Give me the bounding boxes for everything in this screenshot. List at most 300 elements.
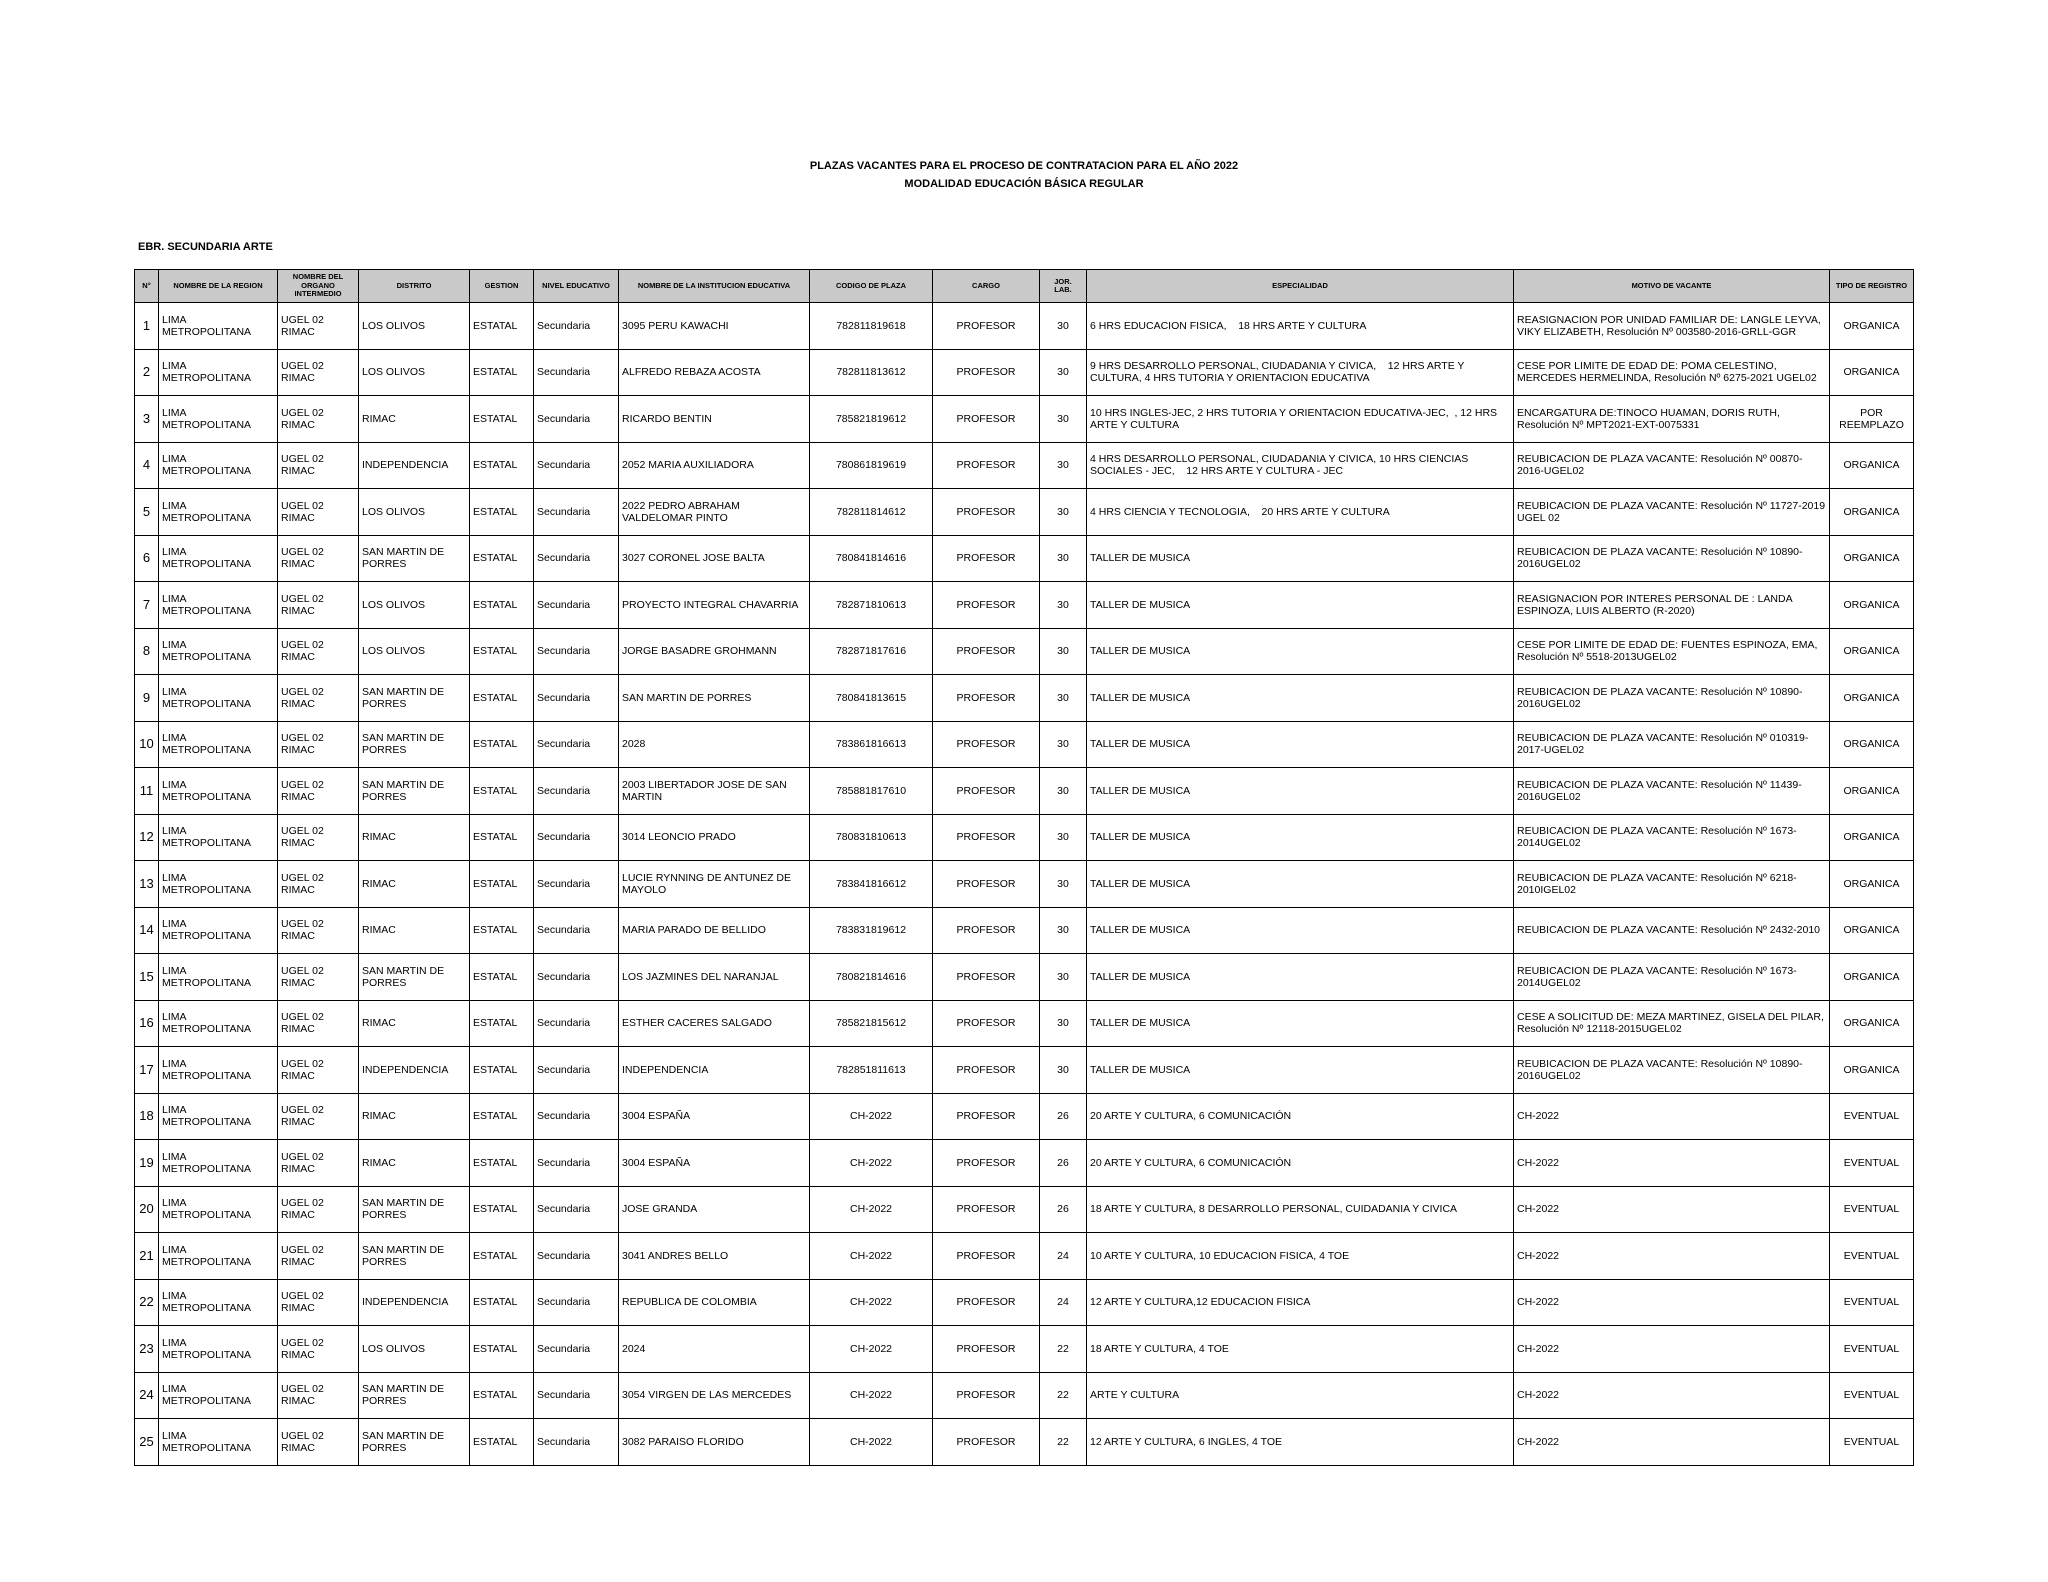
cell-nivel: Secundaria	[534, 582, 619, 629]
header-jornada: JOR. LAB.	[1040, 270, 1087, 303]
cell-region: LIMA METROPOLITANA	[159, 1233, 278, 1280]
table-row	[135, 1326, 1914, 1373]
cell-motivo: REUBICACION DE PLAZA VACANTE: Resolución Nº 10890-2016UGEL02	[1514, 1047, 1830, 1094]
cell-codigo: 782811814612	[810, 489, 933, 536]
cell-distrito: SAN MARTIN DE PORRES	[359, 954, 470, 1001]
cell-especialidad: 6 HRS EDUCACION FISICA, 18 HRS ARTE Y CULTURA	[1087, 303, 1514, 350]
cell-nivel: Secundaria	[534, 1279, 619, 1326]
cell-organo: UGEL 02 RIMAC	[278, 442, 359, 489]
cell-distrito: LOS OLIVOS	[359, 628, 470, 675]
cell-distrito: RIMAC	[359, 907, 470, 954]
cell-motivo: REUBICACION DE PLAZA VACANTE: Resolución Nº 6218-2010IGEL02	[1514, 861, 1830, 908]
cell-cargo: PROFESOR	[933, 1372, 1040, 1419]
cell-gestion: ESTATAL	[470, 1419, 534, 1466]
cell-region: LIMA METROPOLITANA	[159, 675, 278, 722]
cell-institucion: 3054 VIRGEN DE LAS MERCEDES	[619, 1372, 810, 1419]
cell-institucion: SAN MARTIN DE PORRES	[619, 675, 810, 722]
cell-cargo: PROFESOR	[933, 303, 1040, 350]
table-row	[135, 489, 1914, 536]
cell-num: 9	[135, 675, 159, 722]
cell-num: 24	[135, 1372, 159, 1419]
cell-nivel: Secundaria	[534, 721, 619, 768]
cell-num: 18	[135, 1093, 159, 1140]
cell-distrito: INDEPENDENCIA	[359, 1047, 470, 1094]
table-row	[135, 349, 1914, 396]
cell-region: LIMA METROPOLITANA	[159, 1419, 278, 1466]
cell-distrito: LOS OLIVOS	[359, 1326, 470, 1373]
cell-gestion: ESTATAL	[470, 907, 534, 954]
cell-motivo: CESE POR LIMITE DE EDAD DE: FUENTES ESPINOZA, EMA, Resolución Nº 5518-2013UGEL02	[1514, 628, 1830, 675]
cell-gestion: ESTATAL	[470, 954, 534, 1001]
cell-jornada: 30	[1040, 768, 1087, 815]
cell-jornada: 30	[1040, 303, 1087, 350]
cell-nivel: Secundaria	[534, 954, 619, 1001]
cell-tipo: EVENTUAL	[1830, 1372, 1914, 1419]
cell-num: 1	[135, 303, 159, 350]
cell-num: 5	[135, 489, 159, 536]
cell-nivel: Secundaria	[534, 396, 619, 443]
cell-tipo: ORGANICA	[1830, 582, 1914, 629]
cell-num: 3	[135, 396, 159, 443]
cell-gestion: ESTATAL	[470, 1140, 534, 1187]
table-row	[135, 768, 1914, 815]
cell-codigo: 782851811613	[810, 1047, 933, 1094]
cell-institucion: 3004 ESPAÑA	[619, 1140, 810, 1187]
cell-jornada: 24	[1040, 1279, 1087, 1326]
table-row	[135, 1372, 1914, 1419]
cell-region: LIMA METROPOLITANA	[159, 1047, 278, 1094]
cell-codigo: CH-2022	[810, 1140, 933, 1187]
cell-institucion: 3027 CORONEL JOSE BALTA	[619, 535, 810, 582]
cell-jornada: 30	[1040, 1000, 1087, 1047]
cell-jornada: 30	[1040, 628, 1087, 675]
cell-codigo: 783841816612	[810, 861, 933, 908]
cell-gestion: ESTATAL	[470, 675, 534, 722]
cell-tipo: ORGANICA	[1830, 489, 1914, 536]
cell-cargo: PROFESOR	[933, 582, 1040, 629]
cell-distrito: SAN MARTIN DE PORRES	[359, 675, 470, 722]
cell-institucion: 3082 PARAISO FLORIDO	[619, 1419, 810, 1466]
cell-gestion: ESTATAL	[470, 628, 534, 675]
cell-distrito: SAN MARTIN DE PORRES	[359, 535, 470, 582]
cell-tipo: POR REEMPLAZO	[1830, 396, 1914, 443]
cell-num: 11	[135, 768, 159, 815]
cell-num: 10	[135, 721, 159, 768]
cell-num: 14	[135, 907, 159, 954]
cell-distrito: SAN MARTIN DE PORRES	[359, 1186, 470, 1233]
header-institucion: NOMBRE DE LA INSTITUCION EDUCATIVA	[619, 270, 810, 303]
cell-num: 8	[135, 628, 159, 675]
cell-motivo: CH-2022	[1514, 1233, 1830, 1280]
cell-codigo: 783861816613	[810, 721, 933, 768]
cell-jornada: 30	[1040, 1047, 1087, 1094]
cell-jornada: 24	[1040, 1233, 1087, 1280]
cell-especialidad: 20 ARTE Y CULTURA, 6 COMUNICACIÓN	[1087, 1140, 1514, 1187]
cell-especialidad: TALLER DE MUSICA	[1087, 675, 1514, 722]
cell-cargo: PROFESOR	[933, 907, 1040, 954]
cell-distrito: RIMAC	[359, 861, 470, 908]
cell-jornada: 22	[1040, 1372, 1087, 1419]
cell-especialidad: TALLER DE MUSICA	[1087, 1047, 1514, 1094]
cell-especialidad: TALLER DE MUSICA	[1087, 535, 1514, 582]
cell-institucion: INDEPENDENCIA	[619, 1047, 810, 1094]
cell-especialidad: 12 ARTE Y CULTURA,12 EDUCACION FISICA	[1087, 1279, 1514, 1326]
cell-especialidad: 4 HRS DESARROLLO PERSONAL, CIUDADANIA Y CIVICA, 10 HRS CIENCIAS SOCIALES - JEC, 12 HRS ARTE Y CULTURA - JEC	[1087, 442, 1514, 489]
cell-distrito: SAN MARTIN DE PORRES	[359, 1372, 470, 1419]
cell-gestion: ESTATAL	[470, 1326, 534, 1373]
table-header-row	[135, 270, 1914, 303]
cell-codigo: CH-2022	[810, 1326, 933, 1373]
cell-distrito: SAN MARTIN DE PORRES	[359, 721, 470, 768]
cell-organo: UGEL 02 RIMAC	[278, 907, 359, 954]
cell-tipo: ORGANICA	[1830, 675, 1914, 722]
header-nivel: NIVEL EDUCATIVO	[534, 270, 619, 303]
cell-tipo: ORGANICA	[1830, 442, 1914, 489]
cell-institucion: 2024	[619, 1326, 810, 1373]
cell-motivo: REASIGNACION POR UNIDAD FAMILIAR DE: LANGLE LEYVA, VIKY ELIZABETH, Resolución Nº 003580-2016-GRLL-GGR	[1514, 303, 1830, 350]
cell-gestion: ESTATAL	[470, 489, 534, 536]
cell-cargo: PROFESOR	[933, 675, 1040, 722]
table-row	[135, 1419, 1914, 1466]
cell-codigo: 782871810613	[810, 582, 933, 629]
cell-distrito: LOS OLIVOS	[359, 349, 470, 396]
cell-jornada: 30	[1040, 582, 1087, 629]
table-row	[135, 1233, 1914, 1280]
cell-nivel: Secundaria	[534, 1047, 619, 1094]
cell-codigo: 780841814616	[810, 535, 933, 582]
cell-nivel: Secundaria	[534, 535, 619, 582]
cell-institucion: 2022 PEDRO ABRAHAM VALDELOMAR PINTO	[619, 489, 810, 536]
table-row	[135, 1140, 1914, 1187]
cell-cargo: PROFESOR	[933, 628, 1040, 675]
cell-tipo: EVENTUAL	[1830, 1419, 1914, 1466]
cell-motivo: CH-2022	[1514, 1326, 1830, 1373]
cell-motivo: REUBICACION DE PLAZA VACANTE: Resolución Nº 11727-2019 UGEL 02	[1514, 489, 1830, 536]
cell-jornada: 30	[1040, 861, 1087, 908]
cell-tipo: EVENTUAL	[1830, 1326, 1914, 1373]
cell-institucion: JORGE BASADRE GROHMANN	[619, 628, 810, 675]
cell-num: 20	[135, 1186, 159, 1233]
cell-gestion: ESTATAL	[470, 768, 534, 815]
cell-motivo: CH-2022	[1514, 1186, 1830, 1233]
cell-especialidad: TALLER DE MUSICA	[1087, 582, 1514, 629]
cell-tipo: ORGANICA	[1830, 1000, 1914, 1047]
cell-especialidad: 18 ARTE Y CULTURA, 4 TOE	[1087, 1326, 1514, 1373]
cell-motivo: CH-2022	[1514, 1372, 1830, 1419]
cell-distrito: RIMAC	[359, 814, 470, 861]
cell-gestion: ESTATAL	[470, 814, 534, 861]
cell-nivel: Secundaria	[534, 1140, 619, 1187]
cell-institucion: PROYECTO INTEGRAL CHAVARRIA	[619, 582, 810, 629]
cell-gestion: ESTATAL	[470, 1233, 534, 1280]
cell-organo: UGEL 02 RIMAC	[278, 349, 359, 396]
cell-num: 25	[135, 1419, 159, 1466]
cell-motivo: REUBICACION DE PLAZA VACANTE: Resolución Nº 10890-2016UGEL02	[1514, 535, 1830, 582]
header-tipo: TIPO DE REGISTRO	[1830, 270, 1914, 303]
cell-gestion: ESTATAL	[470, 303, 534, 350]
table-row	[135, 675, 1914, 722]
cell-distrito: SAN MARTIN DE PORRES	[359, 1233, 470, 1280]
cell-num: 15	[135, 954, 159, 1001]
table-row	[135, 721, 1914, 768]
cell-codigo: 780831810613	[810, 814, 933, 861]
cell-num: 4	[135, 442, 159, 489]
cell-organo: UGEL 02 RIMAC	[278, 628, 359, 675]
cell-organo: UGEL 02 RIMAC	[278, 1419, 359, 1466]
table-row	[135, 535, 1914, 582]
cell-motivo: CH-2022	[1514, 1419, 1830, 1466]
cell-jornada: 30	[1040, 721, 1087, 768]
section-heading: EBR. SECUNDARIA ARTE	[138, 241, 273, 253]
cell-organo: UGEL 02 RIMAC	[278, 396, 359, 443]
cell-tipo: EVENTUAL	[1830, 1093, 1914, 1140]
cell-jornada: 30	[1040, 349, 1087, 396]
cell-region: LIMA METROPOLITANA	[159, 1279, 278, 1326]
cell-nivel: Secundaria	[534, 907, 619, 954]
cell-jornada: 30	[1040, 535, 1087, 582]
cell-gestion: ESTATAL	[470, 442, 534, 489]
cell-motivo: CH-2022	[1514, 1093, 1830, 1140]
cell-distrito: INDEPENDENCIA	[359, 442, 470, 489]
cell-nivel: Secundaria	[534, 1186, 619, 1233]
cell-codigo: CH-2022	[810, 1372, 933, 1419]
cell-nivel: Secundaria	[534, 768, 619, 815]
cell-codigo: 782811813612	[810, 349, 933, 396]
cell-organo: UGEL 02 RIMAC	[278, 1000, 359, 1047]
cell-organo: UGEL 02 RIMAC	[278, 1326, 359, 1373]
cell-region: LIMA METROPOLITANA	[159, 814, 278, 861]
cell-organo: UGEL 02 RIMAC	[278, 1233, 359, 1280]
cell-motivo: REUBICACION DE PLAZA VACANTE: Resolución Nº 2432-2010	[1514, 907, 1830, 954]
cell-distrito: LOS OLIVOS	[359, 582, 470, 629]
cell-region: LIMA METROPOLITANA	[159, 1140, 278, 1187]
cell-num: 16	[135, 1000, 159, 1047]
cell-especialidad: 18 ARTE Y CULTURA, 8 DESARROLLO PERSONAL, CUIDADANIA Y CIVICA	[1087, 1186, 1514, 1233]
cell-motivo: CESE POR LIMITE DE EDAD DE: POMA CELESTINO, MERCEDES HERMELINDA, Resolución Nº 6275-2021 UGEL02	[1514, 349, 1830, 396]
cell-codigo: CH-2022	[810, 1093, 933, 1140]
cell-num: 19	[135, 1140, 159, 1187]
cell-distrito: RIMAC	[359, 396, 470, 443]
table-row	[135, 1093, 1914, 1140]
cell-tipo: EVENTUAL	[1830, 1186, 1914, 1233]
document-subtitle: MODALIDAD EDUCACIÓN BÁSICA REGULAR	[904, 178, 1144, 190]
cell-cargo: PROFESOR	[933, 349, 1040, 396]
cell-gestion: ESTATAL	[470, 535, 534, 582]
table-row	[135, 954, 1914, 1001]
cell-jornada: 26	[1040, 1186, 1087, 1233]
cell-tipo: ORGANICA	[1830, 861, 1914, 908]
header-motivo: MOTIVO DE VACANTE	[1514, 270, 1830, 303]
cell-institucion: 2028	[619, 721, 810, 768]
cell-institucion: LUCIE RYNNING DE ANTUNEZ DE MAYOLO	[619, 861, 810, 908]
cell-tipo: ORGANICA	[1830, 954, 1914, 1001]
cell-distrito: RIMAC	[359, 1093, 470, 1140]
cell-cargo: PROFESOR	[933, 1047, 1040, 1094]
cell-nivel: Secundaria	[534, 303, 619, 350]
cell-organo: UGEL 02 RIMAC	[278, 768, 359, 815]
cell-especialidad: TALLER DE MUSICA	[1087, 628, 1514, 675]
table-row	[135, 1279, 1914, 1326]
cell-organo: UGEL 02 RIMAC	[278, 954, 359, 1001]
cell-especialidad: 20 ARTE Y CULTURA, 6 COMUNICACIÓN	[1087, 1093, 1514, 1140]
table-row	[135, 628, 1914, 675]
cell-codigo: 785821819612	[810, 396, 933, 443]
table-body	[135, 303, 1914, 1466]
cell-cargo: PROFESOR	[933, 396, 1040, 443]
cell-codigo: 785881817610	[810, 768, 933, 815]
cell-institucion: 2052 MARIA AUXILIADORA	[619, 442, 810, 489]
document-title: PLAZAS VACANTES PARA EL PROCESO DE CONTRATACION PARA EL AÑO 2022	[809, 160, 1239, 172]
cell-nivel: Secundaria	[534, 349, 619, 396]
cell-region: LIMA METROPOLITANA	[159, 1093, 278, 1140]
table-row	[135, 814, 1914, 861]
cell-motivo: REUBICACION DE PLAZA VACANTE: Resolución Nº 11439-2016UGEL02	[1514, 768, 1830, 815]
cell-codigo: 780861819619	[810, 442, 933, 489]
cell-cargo: PROFESOR	[933, 954, 1040, 1001]
cell-nivel: Secundaria	[534, 1326, 619, 1373]
cell-distrito: RIMAC	[359, 1000, 470, 1047]
cell-jornada: 30	[1040, 396, 1087, 443]
cell-tipo: ORGANICA	[1830, 628, 1914, 675]
cell-cargo: PROFESOR	[933, 442, 1040, 489]
cell-organo: UGEL 02 RIMAC	[278, 1093, 359, 1140]
cell-institucion: 3041 ANDRES BELLO	[619, 1233, 810, 1280]
cell-tipo: EVENTUAL	[1830, 1140, 1914, 1187]
cell-gestion: ESTATAL	[470, 396, 534, 443]
cell-region: LIMA METROPOLITANA	[159, 721, 278, 768]
cell-region: LIMA METROPOLITANA	[159, 489, 278, 536]
cell-nivel: Secundaria	[534, 442, 619, 489]
cell-region: LIMA METROPOLITANA	[159, 628, 278, 675]
cell-institucion: 3095 PERU KAWACHI	[619, 303, 810, 350]
cell-jornada: 30	[1040, 489, 1087, 536]
cell-motivo: CH-2022	[1514, 1140, 1830, 1187]
cell-jornada: 30	[1040, 814, 1087, 861]
cell-codigo: CH-2022	[810, 1279, 933, 1326]
cell-especialidad: TALLER DE MUSICA	[1087, 814, 1514, 861]
cell-especialidad: 10 ARTE Y CULTURA, 10 EDUCACION FISICA, 4 TOE	[1087, 1233, 1514, 1280]
cell-especialidad: ARTE Y CULTURA	[1087, 1372, 1514, 1419]
cell-jornada: 22	[1040, 1419, 1087, 1466]
cell-especialidad: TALLER DE MUSICA	[1087, 768, 1514, 815]
cell-motivo: ENCARGATURA DE:TINOCO HUAMAN, DORIS RUTH, Resolución Nº MPT2021-EXT-0075331	[1514, 396, 1830, 443]
cell-gestion: ESTATAL	[470, 861, 534, 908]
cell-cargo: PROFESOR	[933, 1279, 1040, 1326]
cell-jornada: 30	[1040, 442, 1087, 489]
cell-organo: UGEL 02 RIMAC	[278, 1140, 359, 1187]
cell-organo: UGEL 02 RIMAC	[278, 721, 359, 768]
cell-nivel: Secundaria	[534, 814, 619, 861]
cell-tipo: ORGANICA	[1830, 907, 1914, 954]
cell-organo: UGEL 02 RIMAC	[278, 861, 359, 908]
cell-num: 21	[135, 1233, 159, 1280]
cell-region: LIMA METROPOLITANA	[159, 535, 278, 582]
cell-institucion: RICARDO BENTIN	[619, 396, 810, 443]
cell-distrito: LOS OLIVOS	[359, 489, 470, 536]
cell-distrito: RIMAC	[359, 1140, 470, 1187]
cell-distrito: INDEPENDENCIA	[359, 1279, 470, 1326]
cell-num: 17	[135, 1047, 159, 1094]
cell-cargo: PROFESOR	[933, 489, 1040, 536]
cell-especialidad: TALLER DE MUSICA	[1087, 861, 1514, 908]
cell-nivel: Secundaria	[534, 861, 619, 908]
cell-nivel: Secundaria	[534, 1419, 619, 1466]
cell-motivo: REUBICACION DE PLAZA VACANTE: Resolución Nº 1673-2014UGEL02	[1514, 814, 1830, 861]
cell-tipo: ORGANICA	[1830, 1047, 1914, 1094]
cell-region: LIMA METROPOLITANA	[159, 768, 278, 815]
cell-codigo: 780841813615	[810, 675, 933, 722]
cell-cargo: PROFESOR	[933, 535, 1040, 582]
cell-codigo: CH-2022	[810, 1419, 933, 1466]
cell-motivo: REUBICACION DE PLAZA VACANTE: Resolución Nº 1673-2014UGEL02	[1514, 954, 1830, 1001]
cell-especialidad: TALLER DE MUSICA	[1087, 721, 1514, 768]
cell-institucion: REPUBLICA DE COLOMBIA	[619, 1279, 810, 1326]
cell-region: LIMA METROPOLITANA	[159, 442, 278, 489]
cell-organo: UGEL 02 RIMAC	[278, 1372, 359, 1419]
cell-tipo: ORGANICA	[1830, 814, 1914, 861]
cell-nivel: Secundaria	[534, 1372, 619, 1419]
cell-especialidad: TALLER DE MUSICA	[1087, 907, 1514, 954]
cell-num: 7	[135, 582, 159, 629]
cell-distrito: SAN MARTIN DE PORRES	[359, 768, 470, 815]
cell-organo: UGEL 02 RIMAC	[278, 1279, 359, 1326]
cell-nivel: Secundaria	[534, 489, 619, 536]
cell-jornada: 22	[1040, 1326, 1087, 1373]
cell-cargo: PROFESOR	[933, 1093, 1040, 1140]
cell-especialidad: TALLER DE MUSICA	[1087, 1000, 1514, 1047]
cell-institucion: ALFREDO REBAZA ACOSTA	[619, 349, 810, 396]
cell-institucion: 3004 ESPAÑA	[619, 1093, 810, 1140]
cell-gestion: ESTATAL	[470, 1186, 534, 1233]
cell-jornada: 30	[1040, 907, 1087, 954]
cell-gestion: ESTATAL	[470, 1279, 534, 1326]
table-row	[135, 907, 1914, 954]
table-row	[135, 861, 1914, 908]
cell-institucion: ESTHER CACERES SALGADO	[619, 1000, 810, 1047]
cell-region: LIMA METROPOLITANA	[159, 1186, 278, 1233]
header-region: NOMBRE DE LA REGION	[159, 270, 278, 303]
cell-especialidad: 4 HRS CIENCIA Y TECNOLOGIA, 20 HRS ARTE Y CULTURA	[1087, 489, 1514, 536]
cell-gestion: ESTATAL	[470, 349, 534, 396]
cell-codigo: CH-2022	[810, 1186, 933, 1233]
cell-tipo: ORGANICA	[1830, 535, 1914, 582]
cell-region: LIMA METROPOLITANA	[159, 1326, 278, 1373]
header-codigo: CODIGO DE PLAZA	[810, 270, 933, 303]
cell-organo: UGEL 02 RIMAC	[278, 582, 359, 629]
header-cargo: CARGO	[933, 270, 1040, 303]
cell-especialidad: 12 ARTE Y CULTURA, 6 INGLES, 4 TOE	[1087, 1419, 1514, 1466]
cell-organo: UGEL 02 RIMAC	[278, 814, 359, 861]
cell-region: LIMA METROPOLITANA	[159, 303, 278, 350]
cell-region: LIMA METROPOLITANA	[159, 861, 278, 908]
table-row	[135, 1186, 1914, 1233]
cell-organo: UGEL 02 RIMAC	[278, 489, 359, 536]
cell-codigo: 782811819618	[810, 303, 933, 350]
cell-organo: UGEL 02 RIMAC	[278, 675, 359, 722]
table-row	[135, 396, 1914, 443]
cell-cargo: PROFESOR	[933, 1233, 1040, 1280]
cell-codigo: CH-2022	[810, 1233, 933, 1280]
cell-cargo: PROFESOR	[933, 1419, 1040, 1466]
cell-motivo: REUBICACION DE PLAZA VACANTE: Resolución Nº 010319-2017-UGEL02	[1514, 721, 1830, 768]
header-gestion: GESTION	[470, 270, 534, 303]
cell-gestion: ESTATAL	[470, 1372, 534, 1419]
cell-jornada: 26	[1040, 1140, 1087, 1187]
cell-distrito: SAN MARTIN DE PORRES	[359, 1419, 470, 1466]
table-row	[135, 303, 1914, 350]
cell-num: 12	[135, 814, 159, 861]
cell-distrito: LOS OLIVOS	[359, 303, 470, 350]
